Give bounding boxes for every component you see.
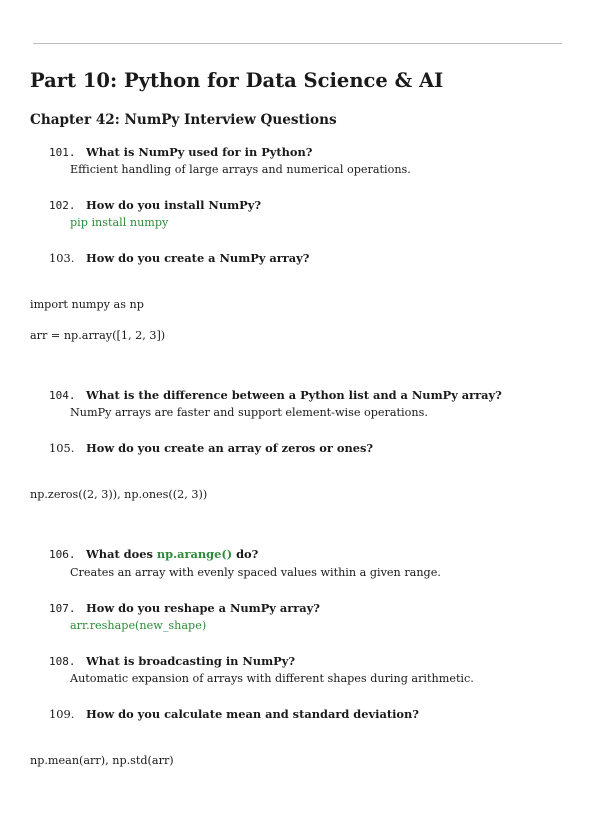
question-number: 108.: [49, 655, 76, 668]
answer-code: pip install numpy: [70, 216, 169, 229]
answer-text: NumPy arrays are faster and support element-wise operations.: [70, 406, 428, 419]
question-text: What is the difference between a Python list and a NumPy array?: [86, 388, 502, 402]
question-text-suffix: do?: [232, 547, 259, 561]
question-text: What is broadcasting in NumPy?: [86, 654, 296, 668]
code-line: np.zeros((2, 3)), np.ones((2, 3)): [30, 488, 208, 501]
part-title: Part 10: Python for Data Science & AI: [30, 69, 444, 92]
question-text: How do you install NumPy?: [86, 198, 262, 212]
answer-text: Efficient handling of large arrays and numerical operations.: [70, 163, 411, 176]
question-number: 104.: [49, 389, 76, 402]
chapter-title: Chapter 42: NumPy Interview Questions: [30, 112, 337, 128]
answer-text: Creates an array with evenly spaced values within a given range.: [70, 566, 441, 579]
code-line: import numpy as np: [30, 298, 144, 311]
question-number: 103.: [49, 251, 75, 265]
question-text: What is NumPy used for in Python?: [86, 145, 313, 159]
question-text: How do you create a NumPy array?: [86, 251, 310, 265]
question-number: 101.: [49, 146, 76, 159]
question-number: 105.: [49, 441, 75, 455]
answer-code: arr.reshape(new_shape): [70, 619, 207, 632]
question-number: 106.: [49, 548, 76, 561]
question-number: 109.: [49, 707, 75, 721]
question-text: [86, 547, 258, 561]
question-number: 107.: [49, 602, 76, 615]
question-text: How do you reshape a NumPy array?: [86, 601, 320, 615]
question-number: 102.: [49, 199, 76, 212]
code-line: np.mean(arr), np.std(arr): [30, 754, 174, 767]
header-rule: [33, 43, 562, 44]
question-inline-code: np.arange(): [156, 547, 233, 561]
question-text: How do you calculate mean and standard deviation?: [86, 707, 419, 721]
question-text: How do you create an array of zeros or ones?: [86, 441, 374, 455]
code-line: arr = np.array([1, 2, 3]): [30, 329, 166, 342]
question-text-prefix: What does: [86, 547, 157, 561]
answer-text: Automatic expansion of arrays with different shapes during arithmetic.: [70, 672, 474, 685]
